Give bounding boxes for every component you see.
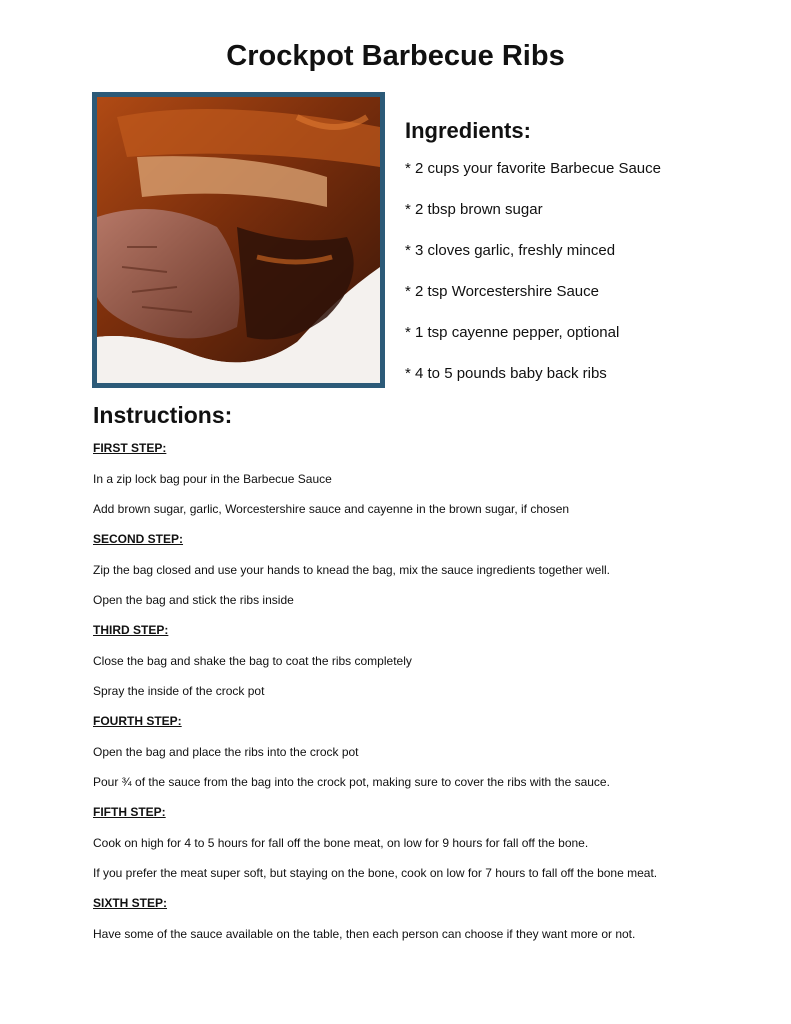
ingredient-item: * 2 tsp Worcestershire Sauce	[405, 283, 599, 300]
ingredient-item: * 2 cups your favorite Barbecue Sauce	[405, 160, 661, 177]
page-title: Crockpot Barbecue Ribs	[226, 40, 565, 72]
ribs-photo	[92, 92, 385, 388]
step-heading: FOURTH STEP:	[93, 714, 182, 728]
step-sixth	[93, 896, 703, 942]
step-fifth	[93, 805, 703, 881]
step-text: Have some of the sauce available on the table, then each person can choose if they want more or not.	[93, 927, 636, 941]
step-text: Add brown sugar, garlic, Worcestershire sauce and cayenne in the brown sugar, if chosen	[93, 502, 570, 516]
ribs-image	[97, 97, 380, 383]
step-text: Zip the bag closed and use your hands to knead the bag, mix the sauce ingredients together well.	[93, 563, 610, 577]
ingredient-item: * 4 to 5 pounds baby back ribs	[405, 365, 607, 382]
step-text: Open the bag and place the ribs into the crock pot	[93, 745, 359, 759]
step-text: Spray the inside of the crock pot	[93, 684, 265, 698]
ingredients-list	[405, 160, 775, 406]
step-first	[93, 441, 703, 517]
step-text: In a zip lock bag pour in the Barbecue Sauce	[93, 472, 332, 486]
step-text: Open the bag and stick the ribs inside	[93, 593, 294, 607]
step-text: If you prefer the meat super soft, but staying on the bone, cook on low for 7 hours to fall off the bone meat.	[93, 866, 658, 880]
step-text: Pour ¾ of the sauce from the bag into the crock pot, making sure to cover the ribs with the sauce.	[93, 775, 610, 789]
step-heading: SIXTH STEP:	[93, 896, 168, 910]
ingredient-item: * 3 cloves garlic, freshly minced	[405, 242, 616, 259]
step-heading: FIFTH STEP:	[93, 805, 166, 819]
ingredients-section	[405, 118, 775, 406]
step-heading: THIRD STEP:	[93, 623, 169, 637]
instructions-section	[93, 402, 703, 957]
step-third	[93, 623, 703, 699]
step-heading: SECOND STEP:	[93, 532, 184, 546]
ingredient-item: * 1 tsp cayenne pepper, optional	[405, 324, 620, 341]
step-heading: FIRST STEP:	[93, 441, 167, 455]
ingredient-item: * 2 tbsp brown sugar	[405, 201, 543, 218]
step-second	[93, 532, 703, 608]
step-text: Cook on high for 4 to 5 hours for fall off the bone meat, on low for 9 hours for fall off the bone.	[93, 836, 589, 850]
step-fourth	[93, 714, 703, 790]
ingredients-heading: Ingredients:	[405, 118, 531, 143]
instructions-heading: Instructions:	[93, 402, 233, 428]
step-text: Close the bag and shake the bag to coat the ribs completely	[93, 654, 412, 668]
